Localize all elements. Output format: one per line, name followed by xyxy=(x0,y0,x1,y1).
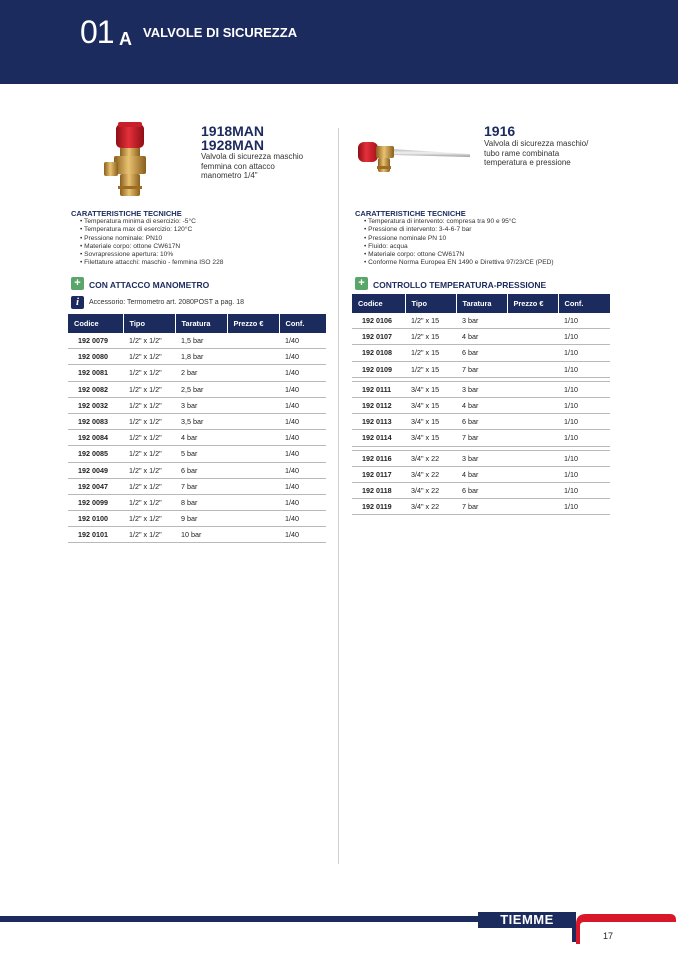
cell-taratura: 2,5 bar xyxy=(175,381,227,397)
cell-codice: 192 0106 xyxy=(352,313,405,329)
cell-tipo: 3/4" x 22 xyxy=(405,499,456,515)
subsection-title-right: CONTROLLO TEMPERATURA-PRESSIONE xyxy=(373,280,547,290)
cell-conf: 1/40 xyxy=(279,462,326,478)
cell-conf: 1/10 xyxy=(558,499,610,515)
feature-item: • Fluido: acqua xyxy=(364,243,554,251)
cell-codice: 192 0080 xyxy=(68,349,123,365)
cell-conf: 1/10 xyxy=(558,466,610,482)
features-title-left: CARATTERISTICHE TECNICHE xyxy=(71,209,182,218)
cell-conf: 1/40 xyxy=(279,365,326,381)
column-divider xyxy=(338,128,339,864)
cell-conf: 1/10 xyxy=(558,345,610,361)
cell-taratura: 4 bar xyxy=(456,466,507,482)
valve-1916-image xyxy=(352,133,474,181)
cell-tipo: 1/2" x 1/2" xyxy=(123,446,175,462)
cell-prezzo xyxy=(507,345,558,361)
cell-tipo: 1/2" x 15 xyxy=(405,313,456,329)
cell-codice: 192 0082 xyxy=(68,381,123,397)
cell-prezzo xyxy=(507,450,558,466)
cell-taratura: 8 bar xyxy=(175,494,227,510)
page-header xyxy=(0,0,678,84)
cell-conf: 1/40 xyxy=(279,494,326,510)
cell-taratura: 2 bar xyxy=(175,365,227,381)
brand-logo: TIEMME xyxy=(478,912,576,928)
cell-tipo: 1/2" x 1/2" xyxy=(123,397,175,413)
cell-codice: 192 0083 xyxy=(68,413,123,429)
cell-conf: 1/10 xyxy=(558,414,610,430)
cell-taratura: 6 bar xyxy=(456,345,507,361)
column-header-prezzo: Prezzo € xyxy=(507,294,558,313)
section-letter: A xyxy=(119,29,132,49)
column-header-taratura: Taratura xyxy=(456,294,507,313)
cell-tipo: 1/2" x 1/2" xyxy=(123,365,175,381)
table-row xyxy=(68,381,326,397)
cell-tipo: 1/2" x 1/2" xyxy=(123,349,175,365)
description-line: femmina con attacco xyxy=(201,161,275,171)
table-row xyxy=(352,329,610,345)
cell-prezzo xyxy=(507,430,558,446)
cell-tipo: 1/2" x 1/2" xyxy=(123,381,175,397)
cell-tipo: 3/4" x 22 xyxy=(405,450,456,466)
feature-item: • Temperatura di intervento: compresa tra 90 e 95°C xyxy=(364,218,554,226)
table-row xyxy=(352,381,610,397)
cell-conf: 1/10 xyxy=(558,430,610,446)
feature-item: • Temperatura max di esercizio: 120°C xyxy=(80,226,223,234)
cell-prezzo xyxy=(507,361,558,377)
features-list-left xyxy=(80,218,223,268)
cell-prezzo xyxy=(227,446,279,462)
valve-1918man-image xyxy=(100,120,162,200)
cell-prezzo xyxy=(227,478,279,494)
cell-taratura: 4 bar xyxy=(175,430,227,446)
cell-codice: 192 0100 xyxy=(68,511,123,527)
column-header-conf: Conf. xyxy=(558,294,610,313)
cell-codice: 192 0047 xyxy=(68,478,123,494)
cell-codice: 192 0116 xyxy=(352,450,405,466)
table-row xyxy=(68,494,326,510)
cell-conf: 1/10 xyxy=(558,361,610,377)
cell-taratura: 1,8 bar xyxy=(175,349,227,365)
cell-taratura: 9 bar xyxy=(175,511,227,527)
brand-swoosh-graphic xyxy=(570,912,678,946)
table-row xyxy=(352,345,610,361)
cell-prezzo xyxy=(507,482,558,498)
column-header-tipo: Tipo xyxy=(405,294,456,313)
table-header-row xyxy=(68,314,326,333)
accessory-note: Accessorio: Termometro art. 2080POST a pag. 18 xyxy=(89,299,244,306)
info-icon: i xyxy=(71,296,84,309)
column-header-prezzo: Prezzo € xyxy=(227,314,279,333)
cell-tipo: 3/4" x 15 xyxy=(405,397,456,413)
cell-codice: 192 0113 xyxy=(352,414,405,430)
cell-conf: 1/10 xyxy=(558,397,610,413)
cell-tipo: 1/2" x 1/2" xyxy=(123,413,175,429)
table-row xyxy=(68,478,326,494)
table-row xyxy=(352,414,610,430)
cell-taratura: 6 bar xyxy=(456,414,507,430)
cell-tipo: 1/2" x 1/2" xyxy=(123,494,175,510)
product-description-right xyxy=(484,139,588,168)
cell-tipo: 3/4" x 15 xyxy=(405,414,456,430)
cell-taratura: 7 bar xyxy=(456,499,507,515)
feature-item: • Sovrapressione apertura: 10% xyxy=(80,251,223,259)
column-header-codice: Codice xyxy=(68,314,123,333)
cell-prezzo xyxy=(227,413,279,429)
cell-prezzo xyxy=(227,349,279,365)
cell-conf: 1/10 xyxy=(558,482,610,498)
cell-prezzo xyxy=(227,397,279,413)
cell-codice: 192 0111 xyxy=(352,381,405,397)
cell-tipo: 1/2" x 1/2" xyxy=(123,333,175,349)
cell-codice: 192 0099 xyxy=(68,494,123,510)
cell-codice: 192 0101 xyxy=(68,527,123,543)
cell-tipo: 1/2" x 1/2" xyxy=(123,527,175,543)
cell-tipo: 3/4" x 15 xyxy=(405,430,456,446)
product-table-right xyxy=(352,294,610,515)
cell-codice: 192 0107 xyxy=(352,329,405,345)
cell-tipo: 1/2" x 1/2" xyxy=(123,430,175,446)
cell-taratura: 7 bar xyxy=(175,478,227,494)
description-line: temperatura e pressione xyxy=(484,158,571,167)
table-row xyxy=(68,446,326,462)
table-header-row xyxy=(352,294,610,313)
feature-item: • Temperatura minima di esercizio: -5°C xyxy=(80,218,223,226)
cell-taratura: 6 bar xyxy=(175,462,227,478)
table-row xyxy=(68,365,326,381)
table-row xyxy=(352,499,610,515)
product-code-1928man: 1928MAN xyxy=(201,137,265,153)
cell-tipo: 1/2" x 1/2" xyxy=(123,478,175,494)
cell-taratura: 3 bar xyxy=(456,450,507,466)
cell-codice: 192 0049 xyxy=(68,462,123,478)
column-header-tipo: Tipo xyxy=(123,314,175,333)
cell-taratura: 7 bar xyxy=(456,361,507,377)
description-line: Valvola di sicurezza maschio xyxy=(201,152,304,161)
cell-tipo: 1/2" x 1/2" xyxy=(123,462,175,478)
cell-taratura: 3,5 bar xyxy=(175,413,227,429)
cell-codice: 192 0108 xyxy=(352,345,405,361)
cell-conf: 1/40 xyxy=(279,349,326,365)
cell-codice: 192 0084 xyxy=(68,430,123,446)
table-row xyxy=(352,466,610,482)
cell-tipo: 3/4" x 22 xyxy=(405,482,456,498)
column-header-taratura: Taratura xyxy=(175,314,227,333)
table-row xyxy=(68,462,326,478)
cell-taratura: 7 bar xyxy=(456,430,507,446)
cell-codice: 192 0079 xyxy=(68,333,123,349)
cell-tipo: 1/2" x 15 xyxy=(405,345,456,361)
cell-conf: 1/10 xyxy=(558,450,610,466)
features-list-right xyxy=(364,218,554,268)
cell-conf: 1/40 xyxy=(279,413,326,429)
cell-taratura: 6 bar xyxy=(456,482,507,498)
feature-item: • Materiale corpo: ottone CW617N xyxy=(364,251,554,259)
feature-item: • Pressione nominale: PN10 xyxy=(80,235,223,243)
table-row xyxy=(352,361,610,377)
cell-prezzo xyxy=(227,527,279,543)
cell-taratura: 5 bar xyxy=(175,446,227,462)
table-row xyxy=(352,397,610,413)
description-line: Valvola di sicurezza maschio/ xyxy=(484,139,589,148)
feature-item: • Conforme Norma Europea EN 1490 e Direttiva 97/23/CE (PED) xyxy=(364,259,554,267)
section-number: 01 xyxy=(80,14,114,50)
features-title-right: CARATTERISTICHE TECNICHE xyxy=(355,209,466,218)
cell-codice: 192 0117 xyxy=(352,466,405,482)
cell-prezzo xyxy=(507,313,558,329)
cell-prezzo xyxy=(507,381,558,397)
feature-item: • Materiale corpo: ottone CW617N xyxy=(80,243,223,251)
cell-conf: 1/40 xyxy=(279,511,326,527)
column-header-codice: Codice xyxy=(352,294,405,313)
cell-conf: 1/40 xyxy=(279,478,326,494)
product-code-1918man: 1918MAN xyxy=(201,123,265,139)
plus-icon: + xyxy=(355,277,368,290)
feature-item: • Pressione di intervento: 3-4-6-7 bar xyxy=(364,226,554,234)
cell-codice: 192 0114 xyxy=(352,430,405,446)
cell-taratura: 1,5 bar xyxy=(175,333,227,349)
page-number: 17 xyxy=(603,931,614,941)
plus-icon: + xyxy=(71,277,84,290)
cell-codice: 192 0032 xyxy=(68,397,123,413)
cell-taratura: 3 bar xyxy=(456,381,507,397)
table-row xyxy=(68,349,326,365)
cell-conf: 1/40 xyxy=(279,333,326,349)
table-row xyxy=(352,450,610,466)
table-row xyxy=(68,397,326,413)
cell-tipo: 3/4" x 22 xyxy=(405,466,456,482)
cell-conf: 1/40 xyxy=(279,527,326,543)
cell-taratura: 4 bar xyxy=(456,329,507,345)
table-row xyxy=(68,333,326,349)
description-line: tubo rame combinata xyxy=(484,148,560,158)
cell-codice: 192 0081 xyxy=(68,365,123,381)
table-row xyxy=(68,430,326,446)
cell-codice: 192 0119 xyxy=(352,499,405,515)
subsection-title-left: CON ATTACCO MANOMETRO xyxy=(89,280,210,290)
description-line: manometro 1/4" xyxy=(201,171,258,180)
cell-conf: 1/40 xyxy=(279,397,326,413)
cell-prezzo xyxy=(507,397,558,413)
cell-conf: 1/40 xyxy=(279,381,326,397)
footer-line xyxy=(0,916,480,922)
cell-prezzo xyxy=(227,381,279,397)
product-description-left xyxy=(201,152,303,181)
cell-prezzo xyxy=(227,462,279,478)
cell-codice: 192 0085 xyxy=(68,446,123,462)
cell-codice: 192 0118 xyxy=(352,482,405,498)
table-row xyxy=(68,527,326,543)
product-code-1916: 1916 xyxy=(484,123,516,139)
cell-taratura: 3 bar xyxy=(456,313,507,329)
cell-prezzo xyxy=(507,466,558,482)
cell-codice: 192 0112 xyxy=(352,397,405,413)
cell-conf: 1/10 xyxy=(558,381,610,397)
cell-prezzo xyxy=(507,329,558,345)
cell-tipo: 1/2" x 15 xyxy=(405,361,456,377)
cell-prezzo xyxy=(507,414,558,430)
column-header-conf: Conf. xyxy=(279,314,326,333)
section-title: VALVOLE DI SICUREZZA xyxy=(143,25,298,40)
cell-prezzo xyxy=(227,511,279,527)
table-row xyxy=(352,482,610,498)
cell-prezzo xyxy=(507,499,558,515)
cell-prezzo xyxy=(227,365,279,381)
cell-tipo: 3/4" x 15 xyxy=(405,381,456,397)
feature-item: • Filettature attacchi: maschio - femmina ISO 228 xyxy=(80,259,223,267)
cell-codice: 192 0109 xyxy=(352,361,405,377)
cell-prezzo xyxy=(227,333,279,349)
table-row xyxy=(352,430,610,446)
cell-conf: 1/40 xyxy=(279,430,326,446)
table-row xyxy=(68,413,326,429)
cell-tipo: 1/2" x 1/2" xyxy=(123,511,175,527)
cell-tipo: 1/2" x 15 xyxy=(405,329,456,345)
cell-taratura: 10 bar xyxy=(175,527,227,543)
feature-item: • Pressione nominale PN 10 xyxy=(364,235,554,243)
cell-prezzo xyxy=(227,430,279,446)
cell-taratura: 3 bar xyxy=(175,397,227,413)
cell-conf: 1/10 xyxy=(558,329,610,345)
product-table-left xyxy=(68,314,326,543)
cell-taratura: 4 bar xyxy=(456,397,507,413)
cell-conf: 1/10 xyxy=(558,313,610,329)
cell-prezzo xyxy=(227,494,279,510)
table-row xyxy=(352,313,610,329)
cell-conf: 1/40 xyxy=(279,446,326,462)
table-row xyxy=(68,511,326,527)
